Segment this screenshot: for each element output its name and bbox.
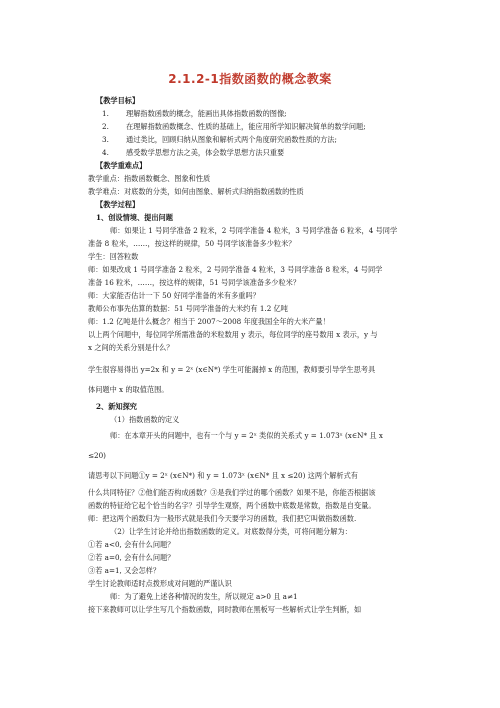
objective-number: 1. — [102, 109, 109, 118]
objective-number: 2. — [102, 122, 109, 131]
process-heading: 【教学过程】 — [96, 200, 140, 209]
key-point-line: 教学重点：指数函数概念、图象和性质 — [88, 174, 211, 183]
paragraph-line: 学生讨论教师适时点拨形成对问题的严谨认识 — [88, 579, 232, 588]
formula-line: 学生很容易得出 y=2x 和 y = 2ˣ (x∈N*) 学生可能漏掉 x 的范围，教师要引导学生思考具 — [88, 365, 376, 374]
formula-line: 请思考以下问题①y = 2ˣ (x∈N*) 和 y = 1.073ˣ (x∈N* 且 x ≤20) 这两个解析式有 — [88, 471, 358, 480]
paragraph-line: x 之间的关系分别是什么？ — [88, 343, 174, 352]
objectives-list — [88, 107, 423, 159]
paragraph-line: 学生：回答粒数 — [88, 252, 139, 261]
subsection-heading: （1）指数函数的定义 — [110, 415, 180, 424]
objective-text: 理解指数函数的概念，能画出具体指数函数的图像; — [126, 109, 287, 118]
section-2-heading: 2、新知探究 — [96, 402, 137, 411]
paragraph-line: 准备 8 粒米，……，按这样的规律，50 号同学该准备多少粒米？ — [88, 239, 296, 248]
objective-item — [88, 120, 423, 133]
list-item: ①若 a<0, 会有什么问题？ — [88, 540, 175, 549]
objective-number: 3. — [102, 135, 109, 144]
paragraph-line: 准备 16 粒米，……，按这样的规律，51 号同学该准备多少粒米？ — [88, 278, 301, 287]
list-item: ③若 a=1, 又会怎样？ — [88, 566, 161, 575]
objective-text: 通过类比，回顾归纳从图象和解析式两个角度研究函数性质的方法; — [126, 135, 337, 144]
objective-text: 在理解指数函数概念、性质的基础上，能应用所学知识解决简单的数学问题; — [126, 122, 366, 131]
section-1-heading: 1、创设情境、提出问题 — [96, 213, 173, 222]
formula-line: ≤20) — [88, 451, 106, 460]
paragraph-line: 接下来教师可以让学生写几个指数函数，同时教师在黑板写一些解析式让学生判断，如 — [88, 605, 362, 614]
objective-item — [88, 146, 423, 159]
objective-item — [88, 107, 423, 120]
paragraph-line: 师：把这两个函数归为一般形式就是我们今天要学习的函数，我们把它叫做指数函数. — [88, 514, 357, 523]
objective-item — [88, 133, 423, 146]
objective-number: 4. — [102, 148, 109, 157]
paragraph-line: 体问题中 x 的取值范围。 — [88, 385, 169, 394]
paragraph-line: 师：大家能否估计一下 50 好同学准备的米有多重吗？ — [88, 291, 260, 300]
paragraph-line: 师：如果让 1 号同学准备 2 粒米，2 号同学准备 4 粒米，3 号同学准备 6 粒米，4 号同学 — [110, 226, 398, 235]
list-item: ②若 a=0, 会有什么问题？ — [88, 553, 175, 562]
key-points-heading: 【教学重难点】 — [96, 161, 147, 170]
paragraph-line: 师：1.2 亿吨是什么概念？相当于 2007～2008 年度我国全年的大米产量！ — [88, 317, 330, 326]
document-body — [88, 94, 423, 616]
objectives-heading: 【教学目标】 — [96, 96, 140, 105]
formula-line: 师：在本章开头的问题中，也有一个与 y = 2ˣ 类似的关系式 y = 1.073ˣ (x∈N* 且 x — [110, 431, 383, 440]
objective-text: 感受数学思想方法之美，体会数学思想方法只重要 — [126, 148, 285, 157]
paragraph-line: 师：如果改成 1 号同学准备 2 粒米，2 号同学准备 4 粒米，3 号同学准备 8 粒米，4 号同学 — [88, 265, 383, 274]
document-title: 2.1.2-1指数函数的概念教案 — [168, 72, 332, 86]
paragraph-line: 函数的特征给它起个恰当的名字？引导学生观察，两个函数中底数是常数，指数是自变量。 — [88, 501, 376, 510]
paragraph-line: 师：为了避免上述各种情况的发生，所以规定 a>0 且 a≠1 — [110, 592, 298, 601]
paragraph-line: （2）让学生讨论并给出指数函数的定义。对底数得分类，可将问题分解为： — [110, 527, 352, 536]
paragraph-line: 教师公布事先估算的数据：51 号同学准备的大米约有 1.2 亿吨 — [88, 304, 288, 313]
paragraph-line: 以上两个问题中，每位同学所需准备的米粒数用 y 表示，每位同学的座号数用 x 表示，y 与 — [88, 330, 378, 339]
paragraph-line: 什么共同特征？②他们能否构成函数？③是我们学过的哪个函数？如果不是，你能否根据该 — [88, 488, 376, 497]
key-point-line: 教学难点：对底数的分类，如何由图象、解析式归纳指数函数的性质 — [88, 187, 304, 196]
